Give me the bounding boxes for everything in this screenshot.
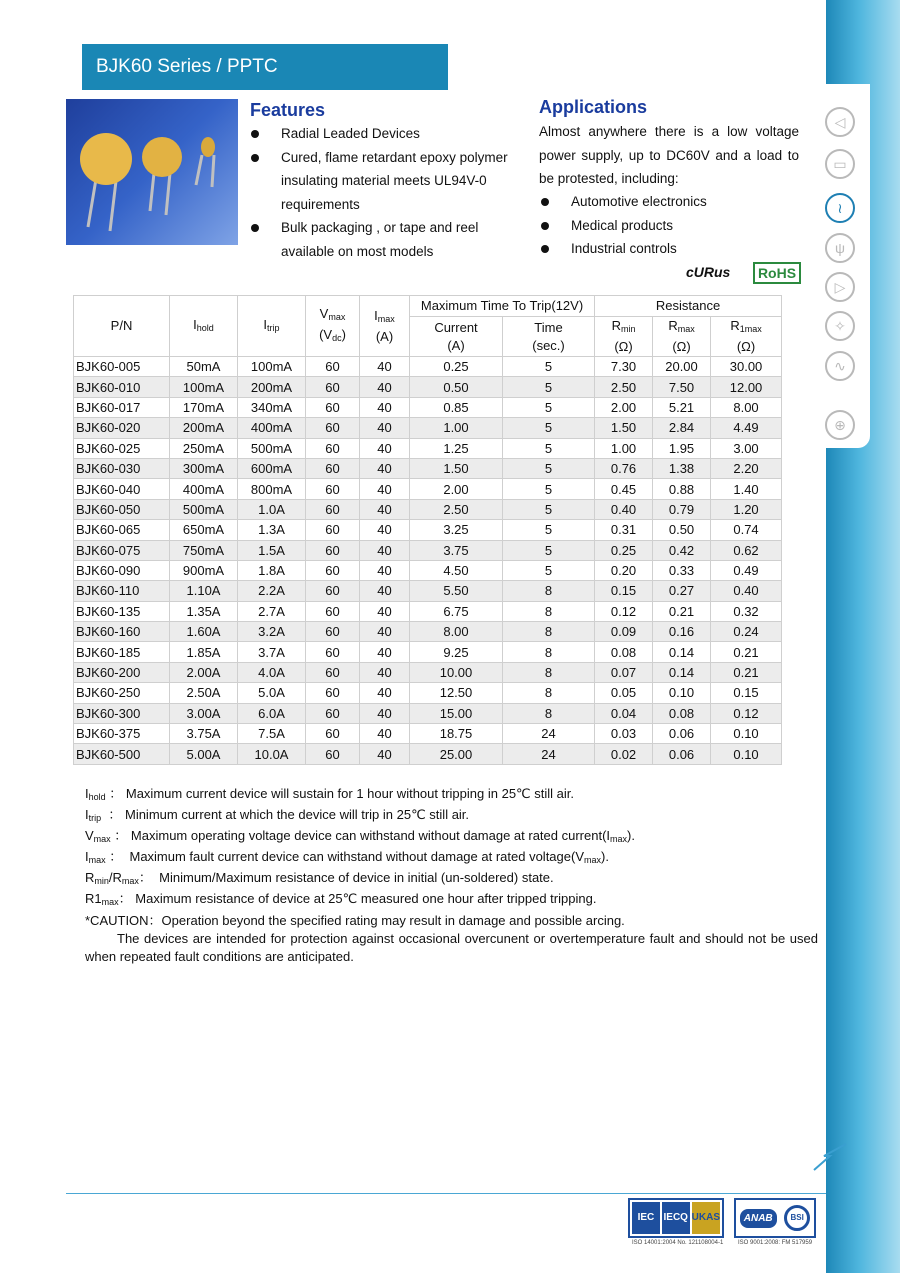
table-cell: 12.00 xyxy=(711,377,782,397)
table-cell: 1.3A xyxy=(238,520,306,540)
cert-caption: ISO 14001:2004 No. 121108004-1 xyxy=(632,1240,724,1246)
table-cell: 60 xyxy=(306,418,360,438)
table-cell: 2.50 xyxy=(410,499,503,519)
table-cell: 30.00 xyxy=(711,357,782,377)
table-cell: 800mA xyxy=(238,479,306,499)
iec-logo: IEC xyxy=(632,1202,660,1234)
bullet-icon xyxy=(541,245,549,253)
definition-line: $I_{max}$ ： Maximum fault current device can withstand without damage at rated $voltage(V_{max})$. xyxy=(85,849,609,865)
col-group-time-to-trip: Maximum Time To Trip(12V) xyxy=(410,296,595,317)
col-current: Current (A) xyxy=(410,317,503,357)
table-cell: 3.75 xyxy=(410,540,503,560)
table-row xyxy=(74,622,782,642)
table-cell: 0.21 xyxy=(711,662,782,682)
table-cell: 60 xyxy=(306,581,360,601)
col-time: Time (sec.) xyxy=(503,317,595,357)
table-cell: 8 xyxy=(503,601,595,621)
table-cell: 0.79 xyxy=(653,499,711,519)
table-cell: 40 xyxy=(360,744,410,764)
table-cell: 2.50 xyxy=(595,377,653,397)
table-cell: 1.00 xyxy=(410,418,503,438)
table-cell: 60 xyxy=(306,744,360,764)
col-itrip: $I_{trip}$ xyxy=(238,296,306,357)
table-cell: 0.20 xyxy=(595,560,653,580)
table-cell: 5.50 xyxy=(410,581,503,601)
table-row xyxy=(74,458,782,478)
table-cell: 0.49 xyxy=(711,560,782,580)
table-cell: 1.20 xyxy=(711,499,782,519)
table-cell: 1.95 xyxy=(653,438,711,458)
table-cell: 0.50 xyxy=(410,377,503,397)
table-cell: 60 xyxy=(306,560,360,580)
series-title: BJK60 Series / PPTC xyxy=(96,56,278,77)
cert-caption: ISO 9001:2008: FM 517959 xyxy=(738,1240,813,1246)
table-cell: 0.31 xyxy=(595,520,653,540)
applications-list xyxy=(539,190,799,261)
table-cell: 0.07 xyxy=(595,662,653,682)
col-vmax: $V_{max}$ $(V_{dc})$ xyxy=(306,296,360,357)
table-cell: 5 xyxy=(503,458,595,478)
table-cell: 0.27 xyxy=(653,581,711,601)
table-cell: 60 xyxy=(306,540,360,560)
table-row xyxy=(74,418,782,438)
table-cell: 3.25 xyxy=(410,520,503,540)
col-ihold: $I_{hold}$ xyxy=(170,296,238,357)
definitions-notes xyxy=(85,785,820,911)
table-cell: 2.7A xyxy=(238,601,306,621)
table-cell: BJK60-017 xyxy=(74,397,170,417)
table-cell: 200mA xyxy=(170,418,238,438)
table-cell: 60 xyxy=(306,683,360,703)
table-cell: 40 xyxy=(360,622,410,642)
table-cell: 8 xyxy=(503,703,595,723)
table-cell: 100mA xyxy=(238,357,306,377)
table-cell: 0.42 xyxy=(653,540,711,560)
caution-paragraph: The devices are intended for protection against occasional overcunent or overtemperature fault and should not be used when repeated fault conditions are anticipated. xyxy=(85,931,818,964)
table-cell: 0.25 xyxy=(410,357,503,377)
list-item: Industrial controls xyxy=(539,237,799,261)
table-cell: 40 xyxy=(360,377,410,397)
table-cell: 170mA xyxy=(170,397,238,417)
table-row xyxy=(74,479,782,499)
table-cell: 0.12 xyxy=(711,703,782,723)
table-cell: 5 xyxy=(503,377,595,397)
list-item: Automotive electronics xyxy=(539,190,799,214)
table-cell: 12.50 xyxy=(410,683,503,703)
table-cell: 4.50 xyxy=(410,560,503,580)
table-cell: 5.00A xyxy=(170,744,238,764)
table-cell: 1.40 xyxy=(711,479,782,499)
table-row xyxy=(74,397,782,417)
table-cell: 40 xyxy=(360,438,410,458)
table-cell: 1.5A xyxy=(238,540,306,560)
table-cell: 7.50 xyxy=(653,377,711,397)
table-cell: 25.00 xyxy=(410,744,503,764)
table-cell: 18.75 xyxy=(410,724,503,744)
table-cell: 400mA xyxy=(238,418,306,438)
globe-icon: ⊕ xyxy=(825,410,855,440)
table-cell: 7.5A xyxy=(238,724,306,744)
list-item: Medical products xyxy=(539,214,799,238)
bullet-icon xyxy=(251,154,259,162)
table-cell: 600mA xyxy=(238,458,306,478)
side-icon-panel xyxy=(800,84,870,448)
table-cell: 40 xyxy=(360,357,410,377)
table-cell: 8 xyxy=(503,622,595,642)
table-cell: 1.35A xyxy=(170,601,238,621)
table-cell: BJK60-065 xyxy=(74,520,170,540)
table-cell: BJK60-200 xyxy=(74,662,170,682)
table-cell: 1.50 xyxy=(410,458,503,478)
table-cell: 0.50 xyxy=(653,520,711,540)
table-row xyxy=(74,377,782,397)
table-cell: 60 xyxy=(306,622,360,642)
table-cell: 60 xyxy=(306,642,360,662)
table-cell: 3.2A xyxy=(238,622,306,642)
table-cell: 60 xyxy=(306,357,360,377)
table-cell: 8.00 xyxy=(711,397,782,417)
table-cell: 1.60A xyxy=(170,622,238,642)
table-cell: 2.84 xyxy=(653,418,711,438)
col-rmin: $R_{min}$ (Ω) xyxy=(595,317,653,357)
pptc-devices-illustration xyxy=(66,99,238,245)
table-cell: 8.00 xyxy=(410,622,503,642)
table-cell: 40 xyxy=(360,724,410,744)
plug-icon: ▷ xyxy=(825,272,855,302)
spec-table xyxy=(73,295,782,765)
table-cell: 0.74 xyxy=(711,520,782,540)
table-cell: BJK60-040 xyxy=(74,479,170,499)
table-cell: BJK60-005 xyxy=(74,357,170,377)
ul-recognized-logo: cURus xyxy=(686,264,731,280)
table-cell: 8 xyxy=(503,642,595,662)
table-cell: 340mA xyxy=(238,397,306,417)
table-cell: 8 xyxy=(503,581,595,601)
col-group-resistance: Resistance xyxy=(595,296,782,317)
table-cell: 40 xyxy=(360,418,410,438)
col-pn: P/N xyxy=(74,296,170,357)
table-cell: BJK60-250 xyxy=(74,683,170,703)
table-cell: 10.00 xyxy=(410,662,503,682)
table-cell: 100mA xyxy=(170,377,238,397)
table-cell: 40 xyxy=(360,499,410,519)
table-cell: 40 xyxy=(360,703,410,723)
product-photo xyxy=(66,99,238,245)
table-cell: 4.0A xyxy=(238,662,306,682)
table-row xyxy=(74,540,782,560)
table-cell: 50mA xyxy=(170,357,238,377)
table-cell: 60 xyxy=(306,458,360,478)
table-cell: BJK60-075 xyxy=(74,540,170,560)
table-cell: BJK60-500 xyxy=(74,744,170,764)
table-cell: 2.20 xyxy=(711,458,782,478)
table-cell: BJK60-160 xyxy=(74,622,170,642)
table-cell: 5 xyxy=(503,479,595,499)
definition-line: $R_{min}/R_{max}$： Minimum/Maximum resistance of device in initial (un-soldered) state. xyxy=(85,870,554,886)
anab-bsi-cert-logos xyxy=(734,1198,816,1238)
caution-block xyxy=(85,912,818,966)
table-cell: 60 xyxy=(306,662,360,682)
table-cell: 1.50 xyxy=(595,418,653,438)
table-cell: 40 xyxy=(360,662,410,682)
table-cell: BJK60-090 xyxy=(74,560,170,580)
table-cell: 0.06 xyxy=(653,724,711,744)
table-cell: 60 xyxy=(306,520,360,540)
table-cell: 5 xyxy=(503,520,595,540)
table-cell: 0.04 xyxy=(595,703,653,723)
table-row xyxy=(74,581,782,601)
table-cell: 1.38 xyxy=(653,458,711,478)
table-cell: 60 xyxy=(306,377,360,397)
book-icon: ▭ xyxy=(825,149,855,179)
table-cell: 500mA xyxy=(170,499,238,519)
table-cell: 2.50A xyxy=(170,683,238,703)
table-cell: 650mA xyxy=(170,520,238,540)
resistor-icon: ≀ xyxy=(825,193,855,223)
table-cell: 2.00 xyxy=(595,397,653,417)
table-cell: 0.05 xyxy=(595,683,653,703)
bullet-icon xyxy=(251,224,259,232)
list-item: Radial Leaded Devices xyxy=(249,122,519,146)
table-cell: 5 xyxy=(503,499,595,519)
table-cell: 60 xyxy=(306,438,360,458)
bsi-logo: BSI xyxy=(784,1205,810,1231)
caution-line: *CAUTION：Operation beyond the specified rating may result in damage and possible arcing. xyxy=(85,913,625,928)
table-cell: BJK60-185 xyxy=(74,642,170,662)
table-cell: 0.45 xyxy=(595,479,653,499)
table-row xyxy=(74,744,782,764)
table-cell: 5.0A xyxy=(238,683,306,703)
table-cell: 8 xyxy=(503,662,595,682)
table-cell: 2.2A xyxy=(238,581,306,601)
rohs-badge: RoHS xyxy=(753,262,801,284)
table-cell: 3.75A xyxy=(170,724,238,744)
table-cell: 0.24 xyxy=(711,622,782,642)
features-title: Features xyxy=(250,100,326,120)
table-cell: 0.40 xyxy=(711,581,782,601)
table-cell: 900mA xyxy=(170,560,238,580)
table-cell: 200mA xyxy=(238,377,306,397)
table-cell: BJK60-030 xyxy=(74,458,170,478)
table-cell: 0.21 xyxy=(653,601,711,621)
table-cell: BJK60-110 xyxy=(74,581,170,601)
table-row xyxy=(74,601,782,621)
table-cell: 0.16 xyxy=(653,622,711,642)
table-row xyxy=(74,560,782,580)
table-cell: 0.62 xyxy=(711,540,782,560)
table-cell: 40 xyxy=(360,458,410,478)
table-cell: 750mA xyxy=(170,540,238,560)
ukas-logo: UKAS xyxy=(692,1202,720,1234)
table-cell: BJK60-050 xyxy=(74,499,170,519)
col-rmax: $R_{max}$ (Ω) xyxy=(653,317,711,357)
table-cell: 0.08 xyxy=(595,642,653,662)
table-row xyxy=(74,642,782,662)
anab-logo: ANAB xyxy=(740,1209,777,1228)
table-cell: 5 xyxy=(503,397,595,417)
table-row xyxy=(74,520,782,540)
col-r1max: $R_{1max}$ (Ω) xyxy=(711,317,782,357)
table-cell: 0.02 xyxy=(595,744,653,764)
table-row xyxy=(74,703,782,723)
table-cell: 400mA xyxy=(170,479,238,499)
list-item: Bulk packaging , or tape and reel available on most models xyxy=(249,216,519,263)
table-cell: 5 xyxy=(503,418,595,438)
table-cell: BJK60-375 xyxy=(74,724,170,744)
table-cell: 300mA xyxy=(170,458,238,478)
table-cell: 5 xyxy=(503,560,595,580)
coil-icon: ∿ xyxy=(825,351,855,381)
table-cell: 0.10 xyxy=(711,724,782,744)
table-cell: 0.32 xyxy=(711,601,782,621)
table-cell: 1.00 xyxy=(595,438,653,458)
table-cell: 1.85A xyxy=(170,642,238,662)
table-cell: 40 xyxy=(360,560,410,580)
footer-divider xyxy=(66,1193,826,1194)
table-cell: 60 xyxy=(306,479,360,499)
table-cell: 9.25 xyxy=(410,642,503,662)
table-row xyxy=(74,683,782,703)
table-cell: 1.10A xyxy=(170,581,238,601)
table-cell: 5 xyxy=(503,540,595,560)
table-cell: 5 xyxy=(503,357,595,377)
table-cell: 2.00A xyxy=(170,662,238,682)
table-cell: 60 xyxy=(306,397,360,417)
table-cell: 40 xyxy=(360,479,410,499)
table-cell: 4.49 xyxy=(711,418,782,438)
definition-line: $I_{trip}$ ： Minimum current at which the device will trip in 25℃ still air. xyxy=(85,807,470,823)
table-cell: 40 xyxy=(360,540,410,560)
table-cell: 60 xyxy=(306,703,360,723)
table-cell: 0.14 xyxy=(653,642,711,662)
table-cell: 60 xyxy=(306,724,360,744)
table-row xyxy=(74,438,782,458)
definition-line: $R1_{max}$： Maximum resistance of device at 25℃ measured one hour after tripped tripping. xyxy=(85,891,597,907)
table-cell: 6.75 xyxy=(410,601,503,621)
table-cell: 3.00A xyxy=(170,703,238,723)
table-cell: 0.21 xyxy=(711,642,782,662)
table-cell: 0.85 xyxy=(410,397,503,417)
table-cell: BJK60-010 xyxy=(74,377,170,397)
bullet-icon xyxy=(541,198,549,206)
table-cell: 0.25 xyxy=(595,540,653,560)
definition-line: $I_{hold}$ ： Maximum current device will sustain for 1 hour without tripping in 25℃ still air. xyxy=(85,786,574,802)
table-cell: BJK60-020 xyxy=(74,418,170,438)
table-cell: 2.00 xyxy=(410,479,503,499)
table-cell: 0.10 xyxy=(653,683,711,703)
table-row xyxy=(74,662,782,682)
table-cell: 0.06 xyxy=(653,744,711,764)
table-cell: 20.00 xyxy=(653,357,711,377)
table-cell: 1.0A xyxy=(238,499,306,519)
table-cell: 8 xyxy=(503,683,595,703)
series-title-bar xyxy=(82,44,448,90)
table-cell: 15.00 xyxy=(410,703,503,723)
table-cell: 0.15 xyxy=(711,683,782,703)
table-cell: 250mA xyxy=(170,438,238,458)
table-cell: 0.76 xyxy=(595,458,653,478)
bullet-icon xyxy=(541,222,549,230)
definition-line: $V_{max}$ ： Maximum operating voltage device can withstand without damage at rated $current(I_{max})$. xyxy=(85,828,635,844)
table-cell: 5 xyxy=(503,438,595,458)
lamp-icon: ✧ xyxy=(825,311,855,341)
table-cell: 40 xyxy=(360,601,410,621)
table-cell: 10.0A xyxy=(238,744,306,764)
table-cell: 3.7A xyxy=(238,642,306,662)
iec-iecq-ukas-cert-logos xyxy=(628,1198,724,1238)
table-cell: 40 xyxy=(360,683,410,703)
table-cell: 3.00 xyxy=(711,438,782,458)
table-row xyxy=(74,724,782,744)
table-cell: 0.15 xyxy=(595,581,653,601)
table-cell: 1.8A xyxy=(238,560,306,580)
table-cell: 60 xyxy=(306,499,360,519)
features-list xyxy=(249,122,519,264)
table-cell: 0.03 xyxy=(595,724,653,744)
sensor-icon: ψ xyxy=(825,233,855,263)
table-cell: 24 xyxy=(503,744,595,764)
table-cell: 0.33 xyxy=(653,560,711,580)
table-cell: 0.40 xyxy=(595,499,653,519)
table-cell: 60 xyxy=(306,601,360,621)
applications-intro: Almost anywhere there is a low voltage power supply, up to DC60V and a load to be protested, including: xyxy=(539,124,799,187)
table-cell: 7.30 xyxy=(595,357,653,377)
table-cell: 500mA xyxy=(238,438,306,458)
table-row xyxy=(74,357,782,377)
table-cell: BJK60-300 xyxy=(74,703,170,723)
table-cell: 0.14 xyxy=(653,662,711,682)
lightning-icon xyxy=(812,1142,848,1172)
table-cell: 0.08 xyxy=(653,703,711,723)
table-cell: BJK60-025 xyxy=(74,438,170,458)
table-cell: 24 xyxy=(503,724,595,744)
table-cell: BJK60-135 xyxy=(74,601,170,621)
bullet-icon xyxy=(251,130,259,138)
col-imax: $I_{max}$ (A) xyxy=(360,296,410,357)
table-cell: 40 xyxy=(360,581,410,601)
table-cell: 1.25 xyxy=(410,438,503,458)
table-row xyxy=(74,499,782,519)
table-cell: 6.0A xyxy=(238,703,306,723)
list-item: Cured, flame retardant epoxy polymer insulating material meets UL94V-0 requirements xyxy=(249,146,519,217)
table-cell: 5.21 xyxy=(653,397,711,417)
table-cell: 40 xyxy=(360,642,410,662)
applications-title: Applications xyxy=(539,97,648,117)
iecq-logo: IECQ xyxy=(662,1202,690,1234)
table-cell: 0.88 xyxy=(653,479,711,499)
table-cell: 0.12 xyxy=(595,601,653,621)
table-cell: 40 xyxy=(360,397,410,417)
arrow-icon: ◁ xyxy=(825,107,855,137)
table-cell: 0.10 xyxy=(711,744,782,764)
table-cell: 40 xyxy=(360,520,410,540)
table-cell: 0.09 xyxy=(595,622,653,642)
